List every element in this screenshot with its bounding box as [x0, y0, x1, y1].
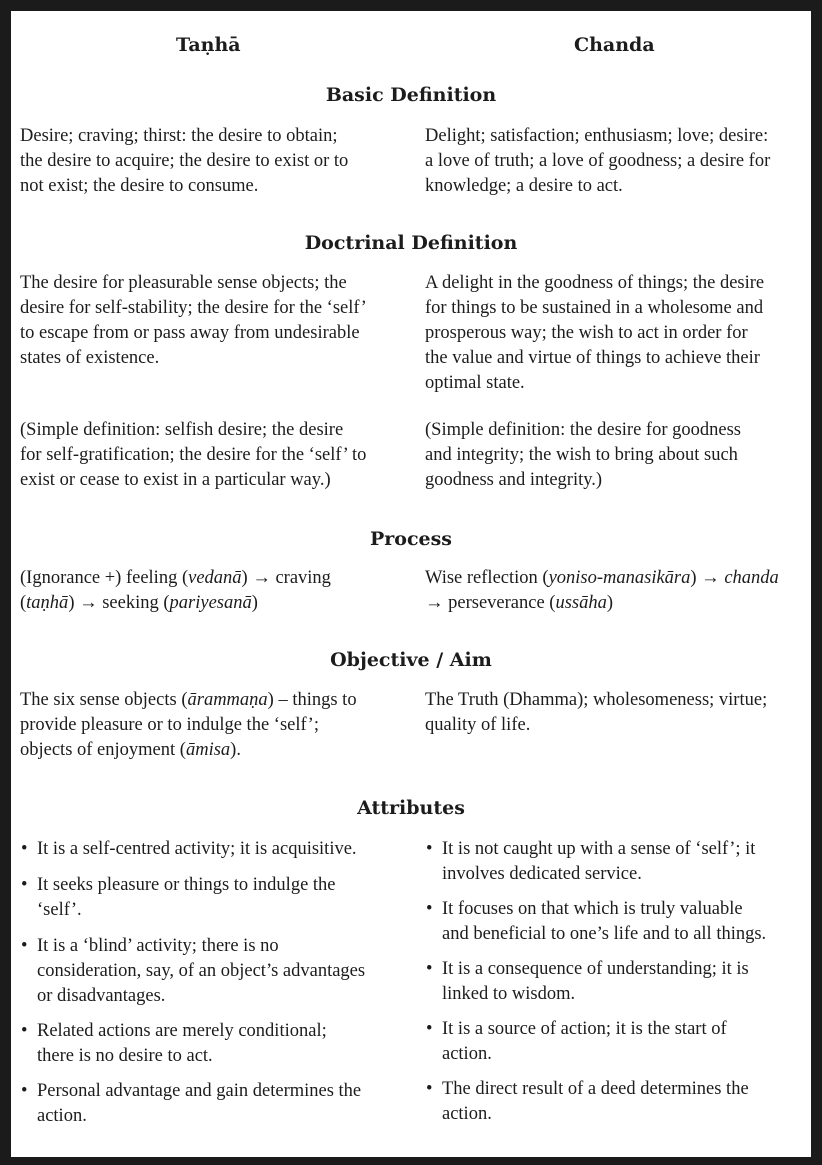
process-tanha: (Ignorance +) feeling (vedanā) → craving (taṇhā) → seeking (pariyesanā) [20, 568, 331, 613]
column-header-chanda: Chanda [574, 34, 655, 56]
list-item: • It seeks pleasure or things to indulge the ‘self’. [21, 875, 336, 920]
objective-tanha: The six sense objects (ārammaṇa) – things to provide pleasure or to indulge the ‘self’; objects of enjoyment (āmisa). [20, 690, 357, 760]
bullet-icon: • [426, 839, 433, 859]
bullet-icon: • [426, 1019, 433, 1039]
simple-definition-tanha: (Simple definition: selfish desire; the desire for self-gratification; the desire for the ‘self’ to exist or cease to exist in a particular way.) [20, 420, 367, 490]
pali-term: vedanā [188, 568, 242, 588]
basic-definition-tanha: Desire; craving; thirst: the desire to obtain; the desire to acquire; the desire to exist or to not exist; the desire to consume. [20, 126, 349, 196]
objective-chanda: The Truth (Dhamma); wholesomeness; virtue; quality of life. [425, 690, 768, 735]
list-item: • The direct result of a deed determines the action. [426, 1079, 749, 1124]
section-title-basic-definition: Basic Definition [325, 84, 497, 106]
bullet-icon: • [21, 936, 28, 956]
bullet-icon: • [21, 1081, 28, 1101]
column-header-tanha: Taṇhā [176, 34, 241, 56]
bullet-icon: • [21, 1021, 28, 1041]
pali-term: pariyesanā [169, 593, 252, 613]
section-title-doctrinal-definition: Doctrinal Definition [304, 232, 518, 254]
section-title-objective-aim: Objective / Aim [330, 649, 492, 671]
bullet-icon: • [426, 899, 433, 919]
doctrinal-definition-tanha: The desire for pleasurable sense objects; the desire for self-stability; the desire for the ‘self’ to escape from or pass away from undesirable states of existence. [20, 273, 367, 368]
pali-term: ussāha [555, 593, 607, 613]
attributes-tanha-list [20, 837, 412, 1129]
bullet-icon: • [21, 839, 28, 859]
basic-definition-chanda: Delight; satisfaction; enthusiasm; love; desire: a love of truth; a love of goodness; a desire for knowledge; a desire to act. [425, 126, 771, 196]
section-title-process: Process [369, 528, 453, 550]
simple-definition-chanda: (Simple definition: the desire for goodness and integrity; the wish to bring about such goodness and integrity.) [425, 420, 741, 490]
list-item: • Personal advantage and gain determines the action. [21, 1081, 362, 1126]
pali-term: chanda [724, 568, 779, 588]
list-item: • It is a ‘blind’ activity; there is no consideration, say, of an object’s advantages or disadvantages. [21, 936, 366, 1006]
process-chanda: Wise reflection (yoniso-manasikāra) → chanda → perseverance (ussāha) [425, 568, 779, 613]
section-title-attributes: Attributes [357, 797, 465, 819]
list-item: • Related actions are merely conditional; there is no desire to act. [21, 1021, 327, 1066]
pali-term: āmisa [185, 740, 231, 760]
comparison-page [11, 11, 811, 1157]
list-item: • It is a self-centred activity; it is acquisitive. [20, 837, 412, 862]
bullet-icon: • [21, 875, 28, 895]
pali-term: taṇhā [26, 593, 69, 613]
list-item: • It is not caught up with a sense of ‘self’; it involves dedicated service. [426, 839, 756, 884]
list-item: • It is a consequence of understanding; it is linked to wisdom. [426, 959, 749, 1004]
bullet-icon: • [426, 959, 433, 979]
pali-term: yoniso-manasikāra [548, 568, 691, 588]
doctrinal-definition-chanda: A delight in the goodness of things; the desire for things to be sustained in a wholesome and prosperous way; the wish to act in order for the value and virtue of things to achieve their optimal state. [425, 273, 765, 393]
attributes-chanda-list [425, 837, 809, 1127]
list-item: • It focuses on that which is truly valuable and beneficial to one’s life and to all things. [426, 899, 767, 944]
list-item: • It is a source of action; it is the start of action. [426, 1019, 727, 1064]
bullet-icon: • [426, 1079, 433, 1099]
pali-term: ārammaṇa [187, 690, 268, 710]
